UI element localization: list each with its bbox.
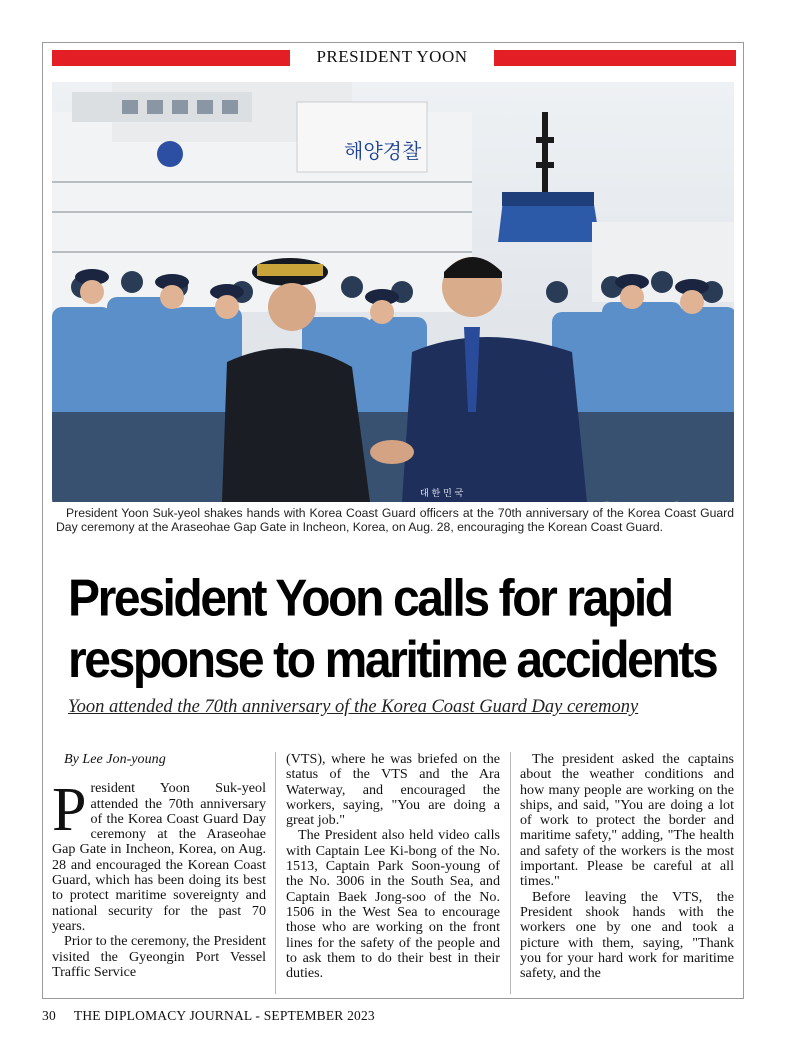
page-number: 30 [42,1008,56,1023]
section-header [52,49,736,67]
article-column-1 [52,752,266,980]
byline: By Lee Jon-young [64,751,166,767]
article-headline [68,568,740,691]
page-footer [42,1008,375,1024]
article-paragraph: The president asked the captains about the weather conditions and how many people are working on the ships, and said, "You are doing a lot of work to protect the border and maritime safety," adding, "The health and safety of the workers is the most important. Please be careful at all times." [520,751,734,890]
article-column-2 [286,752,500,981]
article-paragraph: The President also held video calls with Captain Lee Ki-bong of the No. 1513, Captain Park Soon-young of the No. 3006 in the South Sea, and Captain Baek Jong-soo of the No. 1506 in the West Sea to encourage those who are working on the front lines for the safety of the people and to ask them to do their best in their duties. [286,827,500,982]
headline-line-2: response to maritime accidents [68,631,717,689]
article-column-3 [520,752,734,981]
article-deck: Yoon attended the 70th anniversary of the Korea Coast Guard Day ceremony [68,697,639,717]
photo-caption: President Yoon Suk-yeol shakes hands with Korea Coast Guard officers at the 70th anniversary of the Korea Coast Guard Day ceremony at the Araseohae Gap Gate in Incheon, Korea, on Aug. 28, encouraging the Korean Coast Guard. [56,506,734,534]
section-label: PRESIDENT YOON [316,47,468,66]
headline-line-1: President Yoon calls for rapid [68,570,672,628]
photo-watermark: 대 한 민 국 [420,489,464,499]
column-divider [275,752,276,994]
drop-cap: P [52,776,87,845]
article-paragraph: Before leaving the VTS, the President shook hands with the workers one by one and took a picture with them, saying, "Thank you for your hard work for maritime safety, and the [520,888,734,982]
article-paragraph: (VTS), where he was briefed on the status of the VTS and the Ara Waterway, and encouraged the workers, saying, "You are doing a great job." [286,751,500,829]
section-bar-right [494,50,736,66]
article-paragraph: Prior to the ceremony, the President visited the Gyeongin Port Vessel Traffic Service [52,933,266,980]
coast-guard-emblem-icon [157,141,183,167]
article-paragraph [52,776,266,934]
ship-sign-text: 해양경찰 [344,139,422,163]
paragraph-text: resident Yoon Suk-yeol attended the 70th anniversary of the Korea Coast Guard Day ceremony at the Araseohae Gap Gate in Incheon, Korea, on Aug. 28 and encouraged the Korean Coast Guard, which has been doing its best to protect maritime sovereignty and national security for the past 70 years. [52,780,266,934]
column-divider [510,752,511,994]
publication-name: THE DIPLOMACY JOURNAL - SEPTEMBER 2023 [73,1008,375,1023]
section-bar-left [52,50,290,66]
lead-photo [52,82,734,502]
